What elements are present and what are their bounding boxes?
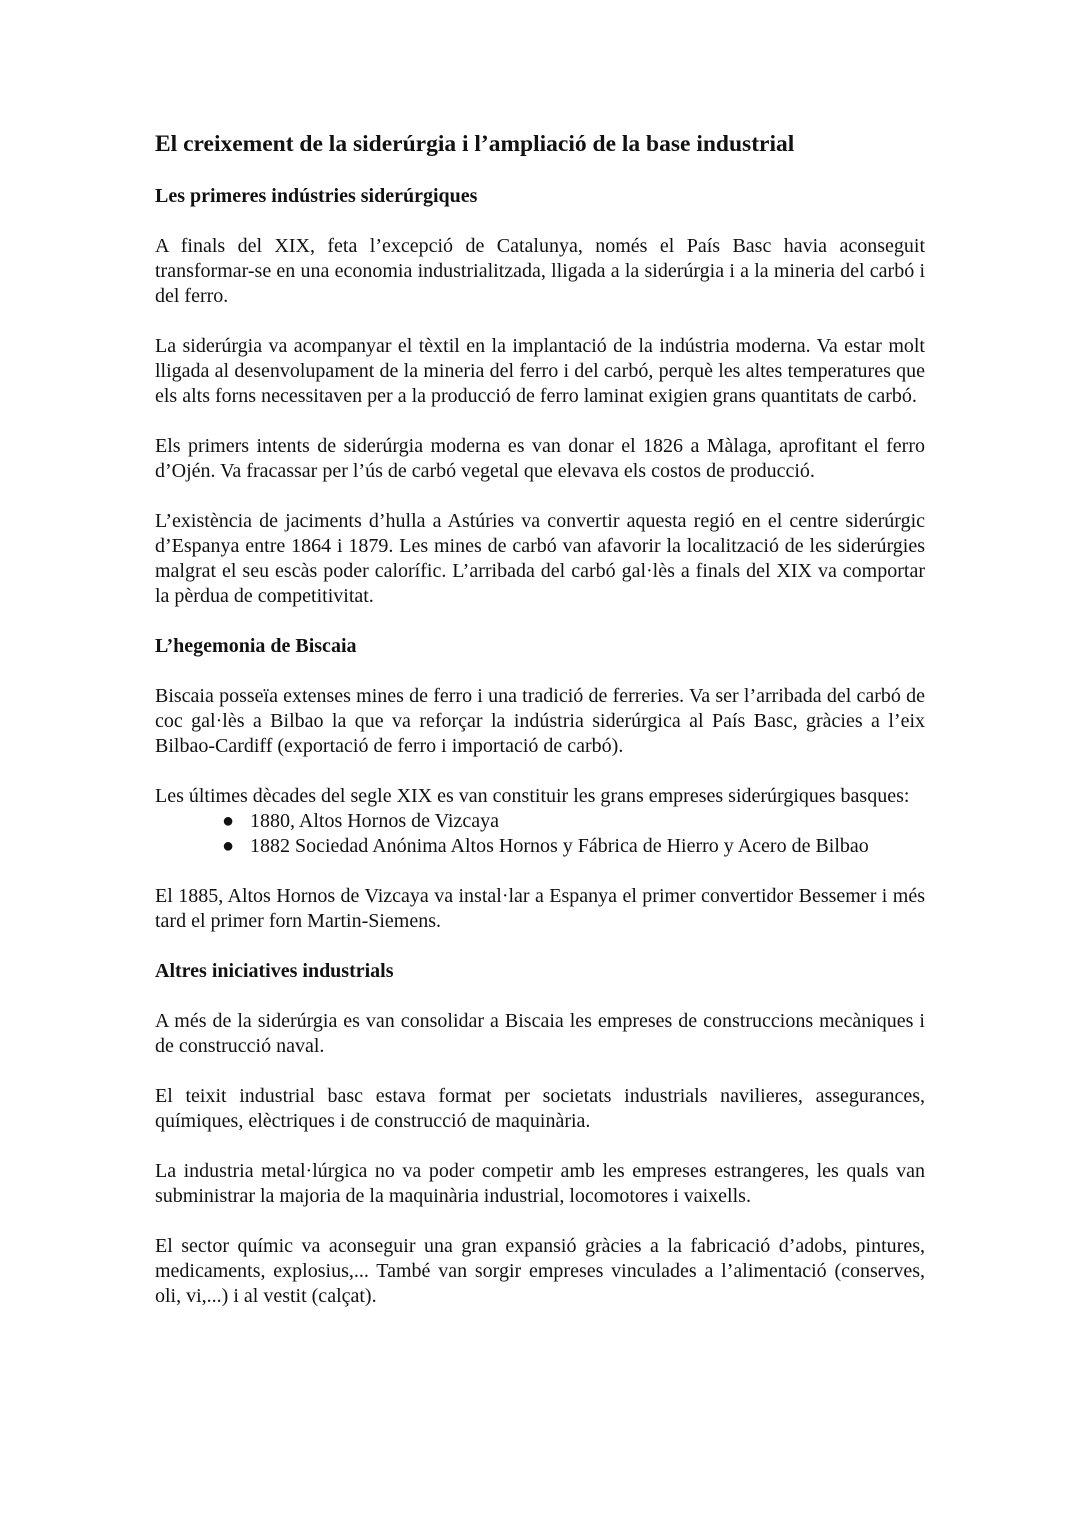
paragraph: La siderúrgia va acompanyar el tèxtil en la implantació de la indústria moderna. Va estar molt lligada al desenvolupament de la mineria del ferro i del carbó, perquè les altes temperatures que els alts forns necessitaven per a la producció de ferro laminat exigien grans quantitats de carbó. xyxy=(155,335,925,407)
paragraph: A finals del XIX, feta l’excepció de Catalunya, només el País Basc havia aconseguit transformar-se en una economia industrialitzada, lligada a la siderúrgia i a la mineria del carbó i del ferro. xyxy=(155,235,925,307)
bullet-icon: ● xyxy=(222,810,235,832)
document-page xyxy=(155,128,925,1334)
list-item xyxy=(222,834,925,859)
list-item xyxy=(222,809,925,834)
paragraph: L’existència de jaciments d’hulla a Astúries va convertir aquesta regió en el centre siderúrgic d’Espanya entre 1864 i 1879. Les mines de carbó van afavorir la localització de les siderúrgies malgrat el seu escàs poder calorífic. L’arribada del carbó gal·lès a finals del XIX va comportar la pèrdua de competitivitat. xyxy=(155,510,925,607)
section-hegemonia-biscaia xyxy=(155,634,925,934)
paragraph: Les últimes dècades del segle XIX es van constituir les grans empreses siderúrgiques basques: xyxy=(155,785,910,807)
paragraph: El teixit industrial basc estava format per societats industrials navilieres, assegurances, químiques, elèctriques i de construcció de maquinària. xyxy=(155,1085,925,1132)
bullet-list xyxy=(155,809,925,859)
paragraph: El sector químic va aconseguir una gran expansió gràcies a la fabricació d’adobs, pintures, medicaments, explosius,... També van sorgir empreses vinculades a l’alimentació (conserves, oli, vi,...) i al vestit (calçat). xyxy=(155,1235,925,1307)
paragraph: Els primers intents de siderúrgia moderna es van donar el 1826 a Màlaga, aprofitant el ferro d’Ojén. Va fracassar per l’ús de carbó vegetal que elevava els costos de producció. xyxy=(155,435,925,482)
document-title: El creixement de la siderúrgia i l’ampliació de la base industrial xyxy=(155,131,795,157)
section-altres-iniciatives xyxy=(155,959,925,1309)
paragraph: La industria metal·lúrgica no va poder competir amb les empreses estrangeres, les quals van subministrar la majoria de la maquinària industrial, locomotores i vaixells. xyxy=(155,1160,925,1207)
section-primeres-industries xyxy=(155,184,925,609)
list-item-text: 1882 Sociedad Anónima Altos Hornos y Fábrica de Hierro y Acero de Bilbao xyxy=(250,835,869,857)
paragraph: Biscaia posseïa extenses mines de ferro i una tradició de ferreries. Va ser l’arribada del carbó de coc gal·lès a Bilbao la que va reforçar la indústria siderúrgica al País Basc, gràcies a l’eix Bilbao-Cardiff (exportació de ferro i importació de carbó). xyxy=(155,685,925,757)
section-heading: Les primeres indústries siderúrgiques xyxy=(155,185,478,207)
paragraph: El 1885, Altos Hornos de Vizcaya va instal·lar a Espanya el primer convertidor Bessemer i més tard el primer forn Martin-Siemens. xyxy=(155,885,925,932)
bullet-icon: ● xyxy=(222,835,235,857)
section-heading: Altres iniciatives industrials xyxy=(155,960,394,982)
section-heading: L’hegemonia de Biscaia xyxy=(155,635,357,657)
list-item-text: 1880, Altos Hornos de Vizcaya xyxy=(250,810,499,832)
paragraph: A més de la siderúrgia es van consolidar a Biscaia les empreses de construccions mecàniques i de construcció naval. xyxy=(155,1010,925,1057)
